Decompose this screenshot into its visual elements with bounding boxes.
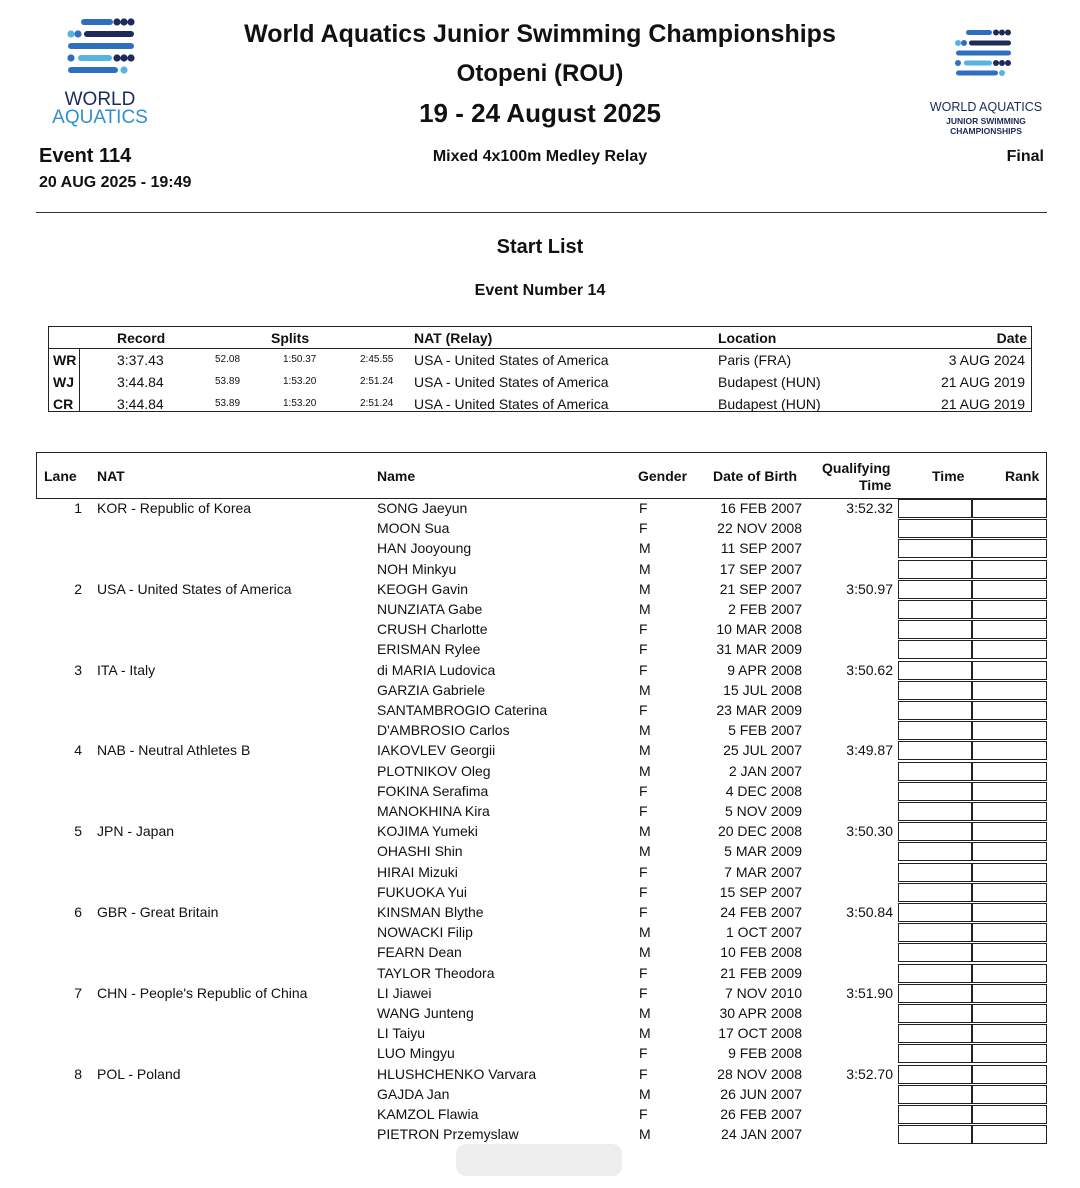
record-date: 21 AUG 2019 <box>940 374 1025 390</box>
time-entry-box <box>898 883 972 902</box>
rank-entry-box <box>972 923 1047 942</box>
venue: Otopeni (ROU) <box>456 60 624 87</box>
qualifying-time-cell: 3:51.90 <box>846 984 893 1001</box>
table-row <box>36 579 1047 599</box>
table-row <box>36 862 1047 882</box>
athlete-name: SANTAMBROGIO Caterina <box>377 702 548 718</box>
dob-cell: 15 JUL 2008 <box>723 681 802 698</box>
record-code: WJ <box>53 374 74 390</box>
gender-cell: F <box>639 661 648 678</box>
athlete-name: FEARN Dean <box>377 944 462 961</box>
athlete-name: KINSMAN Blythe <box>377 904 484 920</box>
athlete-name: HLUSHCHENKO Varvara <box>377 1065 537 1082</box>
time-entry-box <box>898 580 972 599</box>
rank-entry-box <box>972 1024 1047 1043</box>
dob-cell: 5 NOV 2009 <box>724 803 802 819</box>
records-header-record: Record <box>117 330 166 346</box>
rank-entry-box <box>972 519 1047 538</box>
record-row <box>49 371 1031 393</box>
time-entry-box <box>898 661 972 680</box>
gender-cell: M <box>639 944 651 961</box>
athlete-name: SONG Jaeyun <box>377 500 468 516</box>
dob-cell: 4 DEC 2008 <box>725 782 802 799</box>
lane-cell: 6 <box>74 904 82 920</box>
dob-cell: 22 NOV 2008 <box>717 520 802 537</box>
nat-cell: JPN - Japan <box>97 823 175 840</box>
gender-cell: M <box>639 762 651 779</box>
gender-cell: M <box>639 560 651 577</box>
nat-cell: POL - Poland <box>97 1065 181 1082</box>
table-row <box>36 801 1047 821</box>
table-row <box>36 498 1047 518</box>
dob-cell: 31 MAR 2009 <box>716 641 802 658</box>
time-entry-box <box>898 1125 972 1144</box>
time-entry-box <box>898 681 972 700</box>
records-header-splits: Splits <box>271 330 310 346</box>
time-entry-box <box>898 539 972 558</box>
table-row <box>36 1003 1047 1023</box>
gender-cell: F <box>639 520 648 537</box>
lane-cell: 3 <box>74 661 82 678</box>
gender-cell: M <box>639 823 651 840</box>
time-entry-box <box>898 1065 972 1084</box>
rank-entry-box <box>972 539 1047 558</box>
split-2: 1:53.20 <box>283 398 317 409</box>
qualifying-time-cell: 3:50.84 <box>846 904 893 920</box>
dob-cell: 10 FEB 2008 <box>720 944 802 961</box>
dob-cell: 30 APR 2008 <box>719 1005 802 1021</box>
col-name: Name <box>377 468 416 484</box>
table-row <box>36 740 1047 760</box>
gender-cell: F <box>639 500 648 516</box>
time-entry-box <box>898 560 972 579</box>
table-row <box>36 821 1047 841</box>
table-row <box>36 700 1047 720</box>
time-entry-box <box>898 762 972 781</box>
dob-cell: 5 FEB 2007 <box>728 722 802 739</box>
lane-cell: 4 <box>74 742 82 759</box>
dob-cell: 7 NOV 2010 <box>724 984 802 1001</box>
table-row <box>36 599 1047 619</box>
time-entry-box <box>898 903 972 922</box>
lane-cell: 5 <box>74 823 82 840</box>
athlete-name: HIRAI Mizuki <box>377 863 458 880</box>
time-entry-box <box>898 1024 972 1043</box>
rank-entry-box <box>972 1105 1047 1124</box>
dob-cell: 25 JUL 2007 <box>723 742 802 759</box>
gender-cell: F <box>639 803 648 819</box>
qualifying-time-cell: 3:50.62 <box>846 661 893 678</box>
start-list-header <box>36 452 1047 499</box>
dob-cell: 2 JAN 2007 <box>728 762 802 779</box>
dob-cell: 21 FEB 2009 <box>720 964 802 981</box>
rank-entry-box <box>972 661 1047 680</box>
time-entry-box <box>898 741 972 760</box>
nat-cell: ITA - Italy <box>97 661 156 678</box>
dob-cell: 28 NOV 2008 <box>717 1065 802 1082</box>
col-qualifying-time: Time <box>859 477 892 493</box>
rank-entry-box <box>972 964 1047 983</box>
dob-cell: 26 FEB 2007 <box>720 1106 802 1122</box>
rank-entry-box <box>972 782 1047 801</box>
athlete-name: LI Jiawei <box>377 984 432 1001</box>
nat-cell: KOR - Republic of Korea <box>97 500 252 516</box>
rank-entry-box <box>972 822 1047 841</box>
header-right-border <box>1046 453 1047 498</box>
record-nat: USA - United States of America <box>414 374 609 390</box>
time-entry-box <box>898 1004 972 1023</box>
watermark <box>456 1144 622 1176</box>
gender-cell: M <box>639 1005 651 1021</box>
athlete-name: D'AMBROSIO Carlos <box>377 722 510 739</box>
record-location: Paris (FRA) <box>718 352 792 368</box>
gender-cell: F <box>639 1045 648 1062</box>
dob-cell: 7 MAR 2007 <box>724 863 802 880</box>
gender-cell: M <box>639 601 651 617</box>
athlete-name: ERISMAN Rylee <box>377 641 481 658</box>
dob-cell: 11 SEP 2007 <box>720 540 802 557</box>
table-row <box>36 639 1047 659</box>
records-header-location: Location <box>718 330 777 346</box>
record-date: 3 AUG 2024 <box>948 352 1025 368</box>
gender-cell: F <box>639 984 648 1001</box>
start-list-title: Start List <box>496 236 584 258</box>
svg-text:WORLD: WORLD <box>64 89 136 110</box>
record-location: Budapest (HUN) <box>718 396 821 412</box>
table-row <box>36 720 1047 740</box>
gender-cell: F <box>639 964 648 981</box>
table-row <box>36 619 1047 639</box>
col-gender: Gender <box>638 468 688 484</box>
athlete-name: HAN Jooyoung <box>377 540 472 557</box>
record-date: 21 AUG 2019 <box>940 396 1025 412</box>
rank-entry-box <box>972 1085 1047 1104</box>
rank-entry-box <box>972 883 1047 902</box>
rank-entry-box <box>972 863 1047 882</box>
athlete-name: PLOTNIKOV Oleg <box>377 762 491 779</box>
time-entry-box <box>898 499 972 518</box>
table-row <box>36 902 1047 922</box>
time-entry-box <box>898 822 972 841</box>
records-table <box>48 326 1032 412</box>
table-row <box>36 1043 1047 1063</box>
rank-entry-box <box>972 1044 1047 1063</box>
rank-entry-box <box>972 943 1047 962</box>
time-entry-box <box>898 620 972 639</box>
record-location: Budapest (HUN) <box>718 374 821 390</box>
svg-text:AQUATICS: AQUATICS <box>52 107 148 128</box>
gender-cell: F <box>639 883 648 900</box>
header-divider <box>36 212 1047 213</box>
athlete-name: WANG Junteng <box>377 1005 474 1021</box>
wave-bars-icon <box>40 16 165 128</box>
rank-entry-box <box>972 640 1047 659</box>
qualifying-time-cell: 3:50.97 <box>846 580 893 597</box>
athlete-name: GAJDA Jan <box>377 1085 450 1102</box>
lane-cell: 7 <box>74 984 82 1001</box>
svg-text:CHAMPIONSHIPS: CHAMPIONSHIPS <box>950 126 1022 136</box>
dob-cell: 26 JUN 2007 <box>720 1085 802 1102</box>
rank-entry-box <box>972 721 1047 740</box>
record-code: CR <box>53 396 74 412</box>
record-code: WR <box>53 352 77 368</box>
time-entry-box <box>898 842 972 861</box>
athlete-name: TAYLOR Theodora <box>377 964 495 981</box>
gender-cell: M <box>639 924 651 941</box>
nat-cell: CHN - People's Republic of China <box>97 984 308 1001</box>
dob-cell: 9 FEB 2008 <box>728 1045 802 1062</box>
athlete-name: KEOGH Gavin <box>377 580 469 597</box>
rank-entry-box <box>972 842 1047 861</box>
col-rank: Rank <box>1005 468 1040 484</box>
table-row <box>36 841 1047 861</box>
dob-cell: 21 SEP 2007 <box>719 580 802 597</box>
svg-text:JUNIOR SWIMMING: JUNIOR SWIMMING <box>946 116 1026 126</box>
table-row <box>36 1084 1047 1104</box>
athlete-name: LI Taiyu <box>377 1025 425 1042</box>
dob-cell: 10 MAR 2008 <box>716 621 802 638</box>
record-time: 3:37.43 <box>117 352 164 368</box>
gender-cell: M <box>639 540 651 557</box>
svg-text:WORLD AQUATICS: WORLD AQUATICS <box>929 100 1043 114</box>
gender-cell: F <box>639 904 648 920</box>
nat-cell: USA - United States of America <box>97 580 292 597</box>
time-entry-box <box>898 1085 972 1104</box>
record-nat: USA - United States of America <box>414 352 609 368</box>
lane-cell: 8 <box>74 1065 82 1082</box>
record-time: 3:44.84 <box>117 374 164 390</box>
time-entry-box <box>898 943 972 962</box>
time-entry-box <box>898 701 972 720</box>
table-row <box>36 922 1047 942</box>
gender-cell: M <box>639 843 651 860</box>
world-aquatics-logo <box>40 16 165 128</box>
athlete-name: NOWACKI Filip <box>377 924 473 941</box>
table-row <box>36 1023 1047 1043</box>
junior-championships-logo <box>912 28 1062 138</box>
gender-cell: M <box>639 722 651 739</box>
records-header-nat: NAT (Relay) <box>414 330 493 346</box>
table-row <box>36 538 1047 558</box>
dob-cell: 24 JAN 2007 <box>721 1126 802 1143</box>
rank-entry-box <box>972 802 1047 821</box>
qualifying-time-cell: 3:52.32 <box>846 500 893 516</box>
header-left-border <box>36 453 37 498</box>
dob-cell: 15 SEP 2007 <box>719 883 802 900</box>
athlete-name: IAKOVLEV Georgii <box>377 742 496 759</box>
athlete-name: CRUSH Charlotte <box>377 621 488 638</box>
dob-cell: 9 APR 2008 <box>727 661 802 678</box>
gender-cell: F <box>639 621 648 638</box>
gender-cell: F <box>639 641 648 658</box>
table-row <box>36 680 1047 700</box>
time-entry-box <box>898 519 972 538</box>
athlete-name: NOH Minkyu <box>377 560 457 577</box>
record-time: 3:44.84 <box>117 396 164 412</box>
rank-entry-box <box>972 762 1047 781</box>
table-row <box>36 559 1047 579</box>
athlete-name: KAMZOL Flawia <box>377 1106 479 1122</box>
time-entry-box <box>898 1105 972 1124</box>
time-entry-box <box>898 782 972 801</box>
gender-cell: F <box>639 782 648 799</box>
split-1: 52.08 <box>215 354 241 365</box>
lane-cell: 2 <box>74 580 82 597</box>
dob-cell: 17 SEP 2007 <box>719 560 802 577</box>
athlete-name: LUO Mingyu <box>377 1045 455 1062</box>
col-qualifying: Qualifying <box>822 460 891 476</box>
athlete-name: FOKINA Serafima <box>377 782 489 799</box>
event-name: Mixed 4x100m Medley Relay <box>432 148 648 165</box>
athlete-name: MANOKHINA Kira <box>377 803 490 819</box>
championship-title: World Aquatics Junior Swimming Championships <box>244 20 836 48</box>
gender-cell: F <box>639 702 648 718</box>
time-entry-box <box>898 984 972 1003</box>
time-entry-box <box>898 863 972 882</box>
rank-entry-box <box>972 620 1047 639</box>
dob-cell: 1 OCT 2007 <box>725 924 802 941</box>
rank-entry-box <box>972 701 1047 720</box>
event-number-label: Event 114 <box>39 145 132 167</box>
table-row <box>36 518 1047 538</box>
rank-entry-box <box>972 580 1047 599</box>
qualifying-time-cell: 3:50.30 <box>846 823 893 840</box>
nat-cell: NAB - Neutral Athletes B <box>97 742 251 759</box>
table-row <box>36 1104 1047 1124</box>
rank-entry-box <box>972 741 1047 760</box>
col-dob: Date of Birth <box>713 468 797 484</box>
rank-entry-box <box>972 984 1047 1003</box>
qualifying-time-cell: 3:49.87 <box>846 742 893 759</box>
dob-cell: 2 FEB 2007 <box>728 601 802 617</box>
event-datetime: 20 AUG 2025 - 19:49 <box>39 174 192 191</box>
gender-cell: M <box>639 580 651 597</box>
records-header-date: Date <box>996 330 1027 346</box>
gender-cell: F <box>639 863 648 880</box>
athlete-name: PIETRON Przemyslaw <box>377 1126 519 1143</box>
lane-cell: 1 <box>74 500 82 516</box>
record-row <box>49 393 1031 415</box>
split-2: 1:53.20 <box>283 376 317 387</box>
wave-bars-icon <box>912 28 1062 138</box>
rank-entry-box <box>972 1004 1047 1023</box>
gender-cell: M <box>639 1025 651 1042</box>
col-lane: Lane <box>44 468 77 484</box>
table-row <box>36 1124 1047 1144</box>
athlete-name: GARZIA Gabriele <box>377 681 486 698</box>
table-row <box>36 660 1047 680</box>
time-entry-box <box>898 1044 972 1063</box>
split-3: 2:45.55 <box>360 354 394 365</box>
athlete-name: KOJIMA Yumeki <box>377 823 478 840</box>
rank-entry-box <box>972 1065 1047 1084</box>
athlete-name: OHASHI Shin <box>377 843 463 860</box>
rank-entry-box <box>972 499 1047 518</box>
rank-entry-box <box>972 1125 1047 1144</box>
gender-cell: M <box>639 1126 651 1143</box>
gender-cell: F <box>639 1106 648 1122</box>
col-nat: NAT <box>97 468 125 484</box>
nat-cell: GBR - Great Britain <box>97 904 219 920</box>
athlete-name: NUNZIATA Gabe <box>377 601 483 617</box>
gender-cell: M <box>639 681 651 698</box>
table-row <box>36 942 1047 962</box>
table-row <box>36 963 1047 983</box>
gender-cell: M <box>639 742 651 759</box>
time-entry-box <box>898 600 972 619</box>
split-1: 53.89 <box>215 376 241 387</box>
time-entry-box <box>898 721 972 740</box>
split-1: 53.89 <box>215 398 241 409</box>
athlete-name: di MARIA Ludovica <box>377 661 496 678</box>
dob-cell: 16 FEB 2007 <box>720 500 802 516</box>
dob-cell: 5 MAR 2009 <box>724 843 802 860</box>
athlete-name: MOON Sua <box>377 520 450 537</box>
record-nat: USA - United States of America <box>414 396 609 412</box>
round-label: Final <box>1006 148 1044 165</box>
dob-cell: 20 DEC 2008 <box>717 823 802 840</box>
gender-cell: F <box>639 1065 648 1082</box>
event-number-subtitle: Event Number 14 <box>474 282 606 299</box>
rank-entry-box <box>972 681 1047 700</box>
split-3: 2:51.24 <box>360 376 394 387</box>
time-entry-box <box>898 640 972 659</box>
dates: 19 - 24 August 2025 <box>419 98 661 128</box>
table-row <box>36 983 1047 1003</box>
table-row <box>36 882 1047 902</box>
split-3: 2:51.24 <box>360 398 394 409</box>
table-row <box>36 761 1047 781</box>
rank-entry-box <box>972 600 1047 619</box>
athlete-name: FUKUOKA Yui <box>377 883 468 900</box>
time-entry-box <box>898 923 972 942</box>
dob-cell: 17 OCT 2008 <box>718 1025 802 1042</box>
rank-entry-box <box>972 560 1047 579</box>
table-row <box>36 1064 1047 1084</box>
rank-entry-box <box>972 903 1047 922</box>
qualifying-time-cell: 3:52.70 <box>846 1065 893 1082</box>
table-row <box>36 781 1047 801</box>
time-entry-box <box>898 964 972 983</box>
col-time: Time <box>932 468 965 484</box>
time-entry-box <box>898 802 972 821</box>
dob-cell: 24 FEB 2007 <box>720 904 802 920</box>
gender-cell: M <box>639 1085 651 1102</box>
record-row <box>49 349 1031 371</box>
split-2: 1:50.37 <box>283 354 317 365</box>
dob-cell: 23 MAR 2009 <box>716 702 802 718</box>
